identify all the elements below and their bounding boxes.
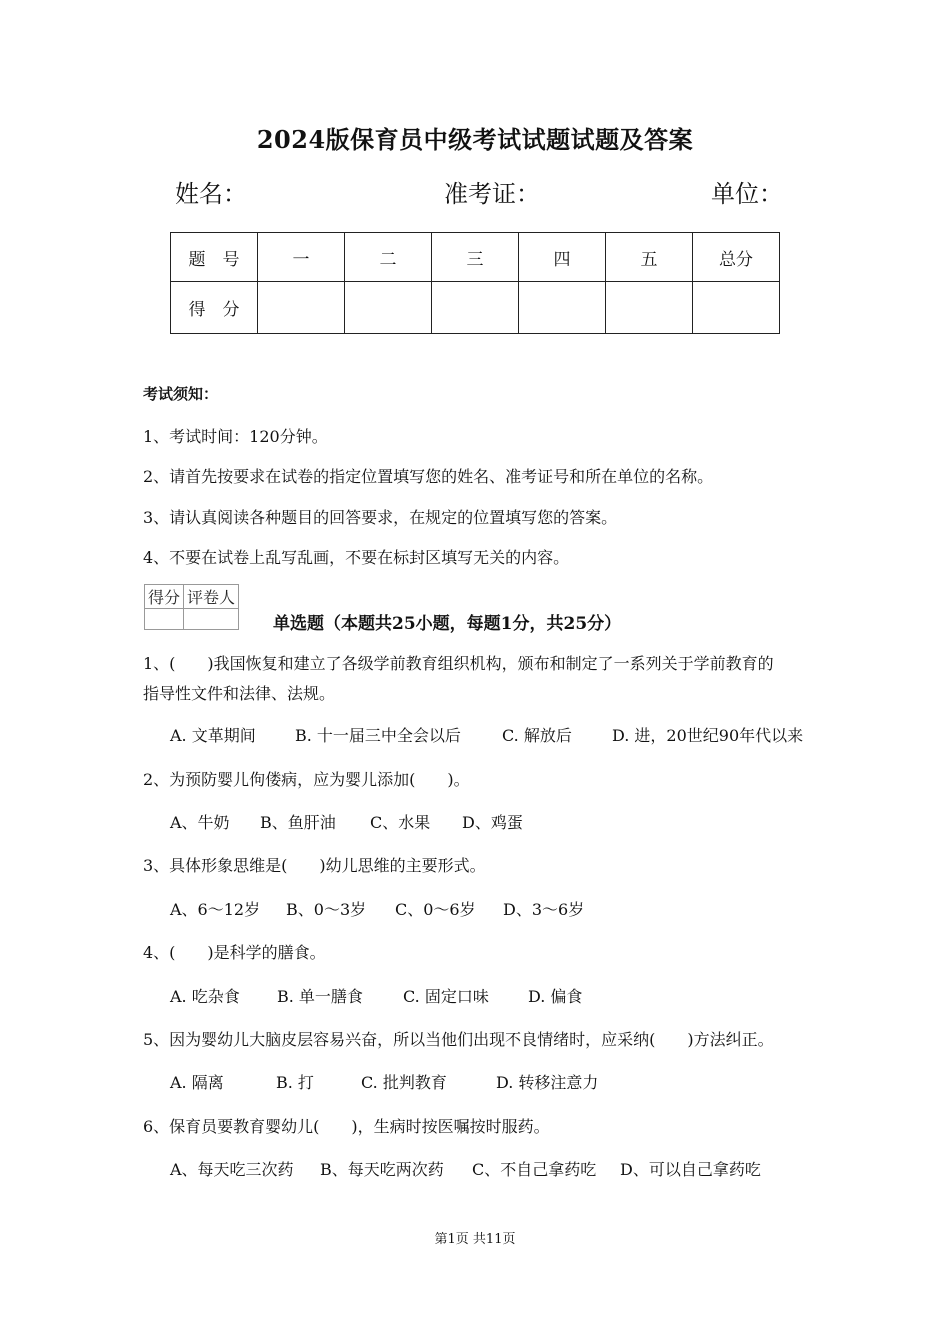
- section-title: 单选题（本题共25小题，每题1分，共25分）: [273, 614, 622, 634]
- score-cell[interactable]: [519, 282, 606, 334]
- score-cell[interactable]: [432, 282, 519, 334]
- score-header-cell: 四: [519, 233, 606, 282]
- option-c[interactable]: C. 批判教育: [361, 1073, 447, 1092]
- option-b[interactable]: B、鱼肝油: [260, 813, 336, 832]
- score-header-cell: 三: [432, 233, 519, 282]
- option-b[interactable]: B、0～3岁: [286, 900, 367, 919]
- option-a[interactable]: A. 吃杂食: [170, 987, 240, 1006]
- unit-label: 单位：: [711, 180, 783, 208]
- option-a[interactable]: A、6～12岁: [170, 900, 261, 919]
- score-header-cell: 题 号: [171, 233, 258, 282]
- option-c[interactable]: C、不自己拿药吃: [472, 1160, 597, 1179]
- option-a[interactable]: A、牛奶: [170, 813, 230, 832]
- question-stem-cont: 指导性文件和法律、法规。: [143, 684, 336, 703]
- score-cell[interactable]: [693, 282, 780, 334]
- option-b[interactable]: B. 十一届三中全会以后: [295, 726, 461, 745]
- option-d[interactable]: D. 转移注意力: [496, 1073, 599, 1092]
- page-title: 2024版保育员中级考试试题试题及答案: [256, 125, 694, 154]
- score-header-cell: 一: [258, 233, 345, 282]
- score-cell[interactable]: [258, 282, 345, 334]
- option-b[interactable]: B、每天吃两次药: [320, 1160, 444, 1179]
- score-table: [170, 232, 780, 334]
- grader-name-label: 评卷人: [184, 585, 239, 609]
- notice-item: 4、不要在试卷上乱写乱画，不要在标封区填写无关的内容。: [143, 548, 570, 567]
- notice-item: 3、请认真阅读各种题目的回答要求，在规定的位置填写您的答案。: [143, 508, 618, 527]
- option-c[interactable]: C. 解放后: [502, 726, 572, 745]
- notice-item: 1、考试时间：120分钟。: [143, 427, 328, 446]
- notice-heading: 考试须知：: [143, 385, 219, 403]
- option-d[interactable]: D、可以自己拿药吃: [620, 1160, 761, 1179]
- score-cell[interactable]: [345, 282, 432, 334]
- option-d[interactable]: D、3～6岁: [503, 900, 585, 919]
- option-d[interactable]: D. 进，20世纪90年代以来: [612, 726, 804, 745]
- grader-box: [144, 584, 239, 630]
- score-header-cell: 总分: [693, 233, 780, 282]
- name-label: 姓名：: [175, 180, 247, 208]
- page-footer: 第1页 共11页: [434, 1232, 516, 1247]
- exam-id-label: 准考证：: [444, 180, 540, 208]
- notice-item: 2、请首先按要求在试卷的指定位置填写您的姓名、准考证号和所在单位的名称。: [143, 467, 714, 486]
- option-c[interactable]: C、0～6岁: [395, 900, 476, 919]
- question-stem: 6、保育员要教育婴幼儿( )，生病时按医嘱按时服药。: [143, 1117, 550, 1136]
- option-a[interactable]: A. 文革期间: [170, 726, 256, 745]
- option-b[interactable]: B. 单一膳食: [277, 987, 363, 1006]
- option-b[interactable]: B. 打: [276, 1073, 314, 1092]
- option-c[interactable]: C. 固定口味: [403, 987, 489, 1006]
- score-header-cell: 二: [345, 233, 432, 282]
- question-stem: 3、具体形象思维是( )幼儿思维的主要形式。: [143, 856, 486, 875]
- grader-score-cell[interactable]: [145, 609, 184, 630]
- score-row-label: 得 分: [171, 282, 258, 334]
- question-stem: 5、因为婴幼儿大脑皮层容易兴奋，所以当他们出现不良情绪时，应采纳( )方法纠正。: [143, 1030, 774, 1049]
- option-d[interactable]: D. 偏食: [528, 987, 583, 1006]
- question-stem: 4、( )是科学的膳食。: [143, 943, 326, 962]
- score-header-cell: 五: [606, 233, 693, 282]
- option-a[interactable]: A. 隔离: [170, 1073, 224, 1092]
- score-cell[interactable]: [606, 282, 693, 334]
- option-d[interactable]: D、鸡蛋: [462, 813, 523, 832]
- grader-score-label: 得分: [145, 585, 184, 609]
- option-c[interactable]: C、水果: [370, 813, 431, 832]
- question-stem: 2、为预防婴儿佝偻病，应为婴儿添加( )。: [143, 770, 470, 789]
- grader-name-cell[interactable]: [184, 609, 239, 630]
- option-a[interactable]: A、每天吃三次药: [170, 1160, 294, 1179]
- question-stem: 1、( )我国恢复和建立了各级学前教育组织机构，颁布和制定了一系列关于学前教育的: [143, 654, 774, 673]
